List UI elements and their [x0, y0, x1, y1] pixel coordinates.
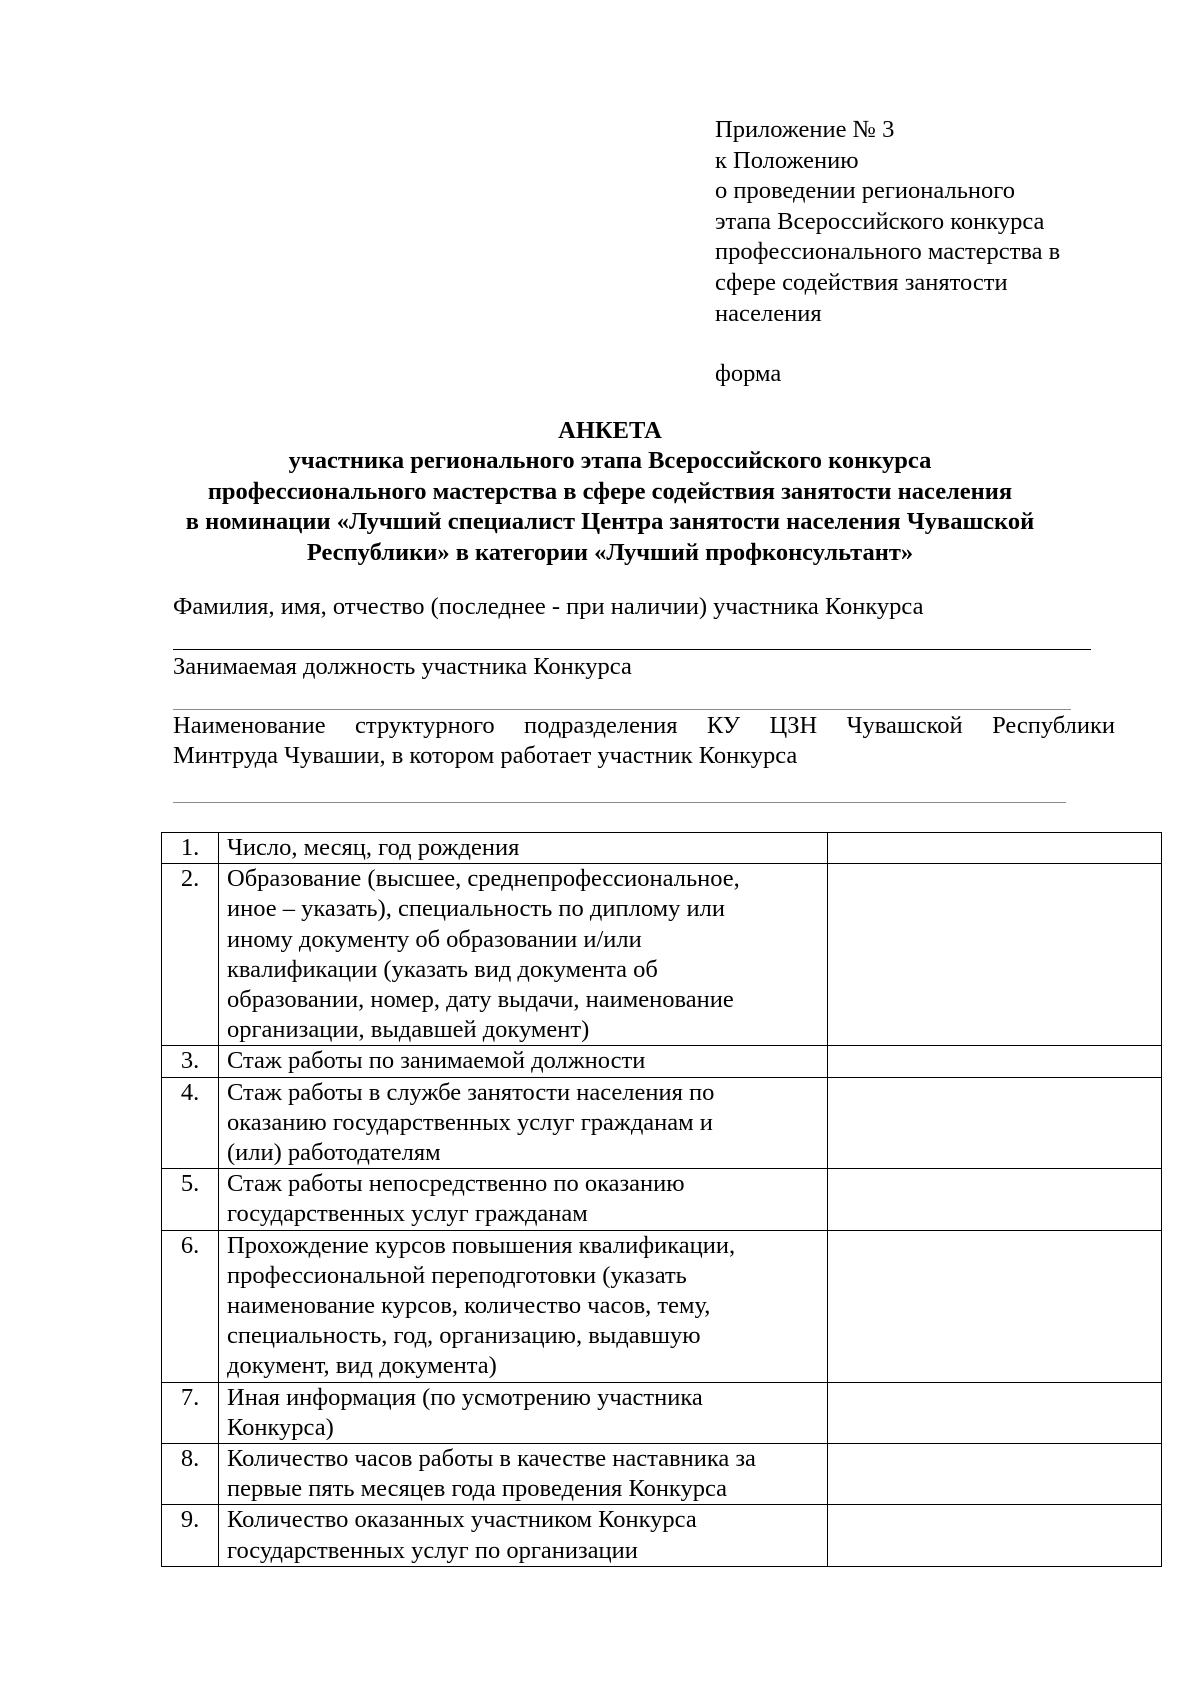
table-row	[162, 1505, 1162, 1566]
row-question	[219, 864, 828, 1046]
row-number: 8.	[162, 1444, 219, 1505]
answer-cell[interactable]	[828, 864, 1162, 1046]
row-question	[219, 1046, 828, 1077]
appendix-line: населения	[715, 299, 822, 327]
row-question	[219, 1169, 828, 1230]
question-line: документ, вид документа)	[227, 1352, 497, 1380]
row-question	[219, 1444, 828, 1505]
answer-cell[interactable]	[828, 1382, 1162, 1443]
row-question	[219, 1382, 828, 1443]
table-row	[162, 1382, 1162, 1443]
position-label: Занимаемая должность участника Конкурса	[173, 653, 632, 680]
fio-label: Фамилия, имя, отчество (последнее - при наличии) участника Конкурса	[173, 593, 924, 620]
title-line: профессионального мастерства в сфере содействия занятости населения	[207, 477, 1013, 505]
question-line: первые пять месяцев года проведения Конкурса	[227, 1475, 728, 1503]
fio-fill-line[interactable]	[173, 649, 1091, 650]
row-question	[219, 833, 828, 864]
appendix-line: профессионального мастерства в	[715, 238, 1061, 266]
appendix-line: Приложение № 3	[715, 116, 895, 143]
question-line: Число, месяц, год рождения	[227, 834, 520, 861]
answer-cell[interactable]	[828, 833, 1162, 864]
question-line: (или) работодателям	[227, 1139, 441, 1167]
form-label: форма	[715, 360, 782, 388]
document-title	[150, 416, 1070, 568]
title-line: участника регионального этапа Всероссийского конкурса	[288, 447, 932, 475]
answer-cell[interactable]	[828, 1046, 1162, 1077]
appendix-line: к Положению	[715, 146, 859, 174]
question-line: оказанию государственных услуг гражданам и	[227, 1108, 713, 1136]
answer-cell[interactable]	[828, 1077, 1162, 1169]
appendix-note	[715, 115, 1135, 390]
row-question	[219, 1505, 828, 1566]
appendix-line: о проведении регионального	[715, 177, 1015, 205]
row-number: 4.	[162, 1077, 219, 1169]
question-line: государственных услуг гражданам	[227, 1200, 588, 1228]
row-number: 5.	[162, 1169, 219, 1230]
table-row	[162, 1169, 1162, 1230]
row-number: 2.	[162, 864, 219, 1046]
answer-cell[interactable]	[828, 1230, 1162, 1382]
question-line: Конкурса)	[227, 1413, 334, 1441]
question-line: Количество часов работы в качестве наставника за	[227, 1445, 756, 1473]
answer-cell[interactable]	[828, 1444, 1162, 1505]
table-row	[162, 833, 1162, 864]
question-line: Стаж работы по занимаемой должности	[227, 1047, 646, 1075]
question-line: Стаж работы непосредственно по оказанию	[227, 1170, 685, 1198]
answer-cell[interactable]	[828, 1505, 1162, 1566]
question-line: профессиональной переподготовки (указать	[227, 1261, 687, 1289]
position-fill-line[interactable]	[173, 709, 1071, 710]
department-label	[173, 711, 1115, 771]
question-line: организации, выдавшей документ)	[227, 1016, 590, 1044]
question-line: иному документу об образовании и/или	[227, 925, 642, 953]
question-line: государственных услуг по организации	[227, 1536, 638, 1564]
department-label-line: Минтруда Чувашии, в котором работает участник Конкурса	[173, 742, 798, 769]
row-number: 1.	[162, 833, 219, 864]
question-line: иное – указать), специальность по диплому или	[227, 895, 725, 923]
question-line: Количество оказанных участником Конкурса	[227, 1506, 697, 1534]
question-line: Образование (высшее, среднепрофессиональное,	[227, 865, 740, 893]
question-line: квалификации (указать вид документа об	[227, 955, 658, 983]
department-label-line: Наименование структурного подразделения КУ ЦЗН Чувашской Республики	[173, 712, 1115, 739]
department-fill-line[interactable]	[173, 802, 1066, 803]
question-line: образовании, номер, дату выдачи, наименование	[227, 986, 734, 1014]
question-line: Прохождение курсов повышения квалификации,	[227, 1231, 736, 1259]
row-number: 6.	[162, 1230, 219, 1382]
question-line: Стаж работы в службе занятости населения по	[227, 1078, 715, 1106]
row-question	[219, 1230, 828, 1382]
answer-cell[interactable]	[828, 1169, 1162, 1230]
table-row	[162, 1444, 1162, 1505]
table-row	[162, 1046, 1162, 1077]
question-line: наименование курсов, количество часов, тему,	[227, 1292, 711, 1320]
table-row	[162, 1077, 1162, 1169]
appendix-line: сфере содействия занятости	[715, 268, 1008, 296]
title-heading: АНКЕТА	[558, 417, 662, 444]
title-line: в номинации «Лучший специалист Центра занятости населения Чувашской	[185, 508, 1035, 536]
question-line: Иная информация (по усмотрению участника	[227, 1383, 703, 1411]
questionnaire-table	[161, 832, 1162, 1567]
question-line: специальность, год, организацию, выдавшую	[227, 1322, 701, 1350]
table-row	[162, 864, 1162, 1046]
row-question	[219, 1077, 828, 1169]
row-number: 9.	[162, 1505, 219, 1566]
row-number: 3.	[162, 1046, 219, 1077]
questionnaire-table-body	[162, 833, 1162, 1567]
title-line: Республики» в категории «Лучший профконсультант»	[306, 538, 914, 566]
row-number: 7.	[162, 1382, 219, 1443]
appendix-line: этапа Всероссийского конкурса	[715, 207, 1045, 235]
table-row	[162, 1230, 1162, 1382]
